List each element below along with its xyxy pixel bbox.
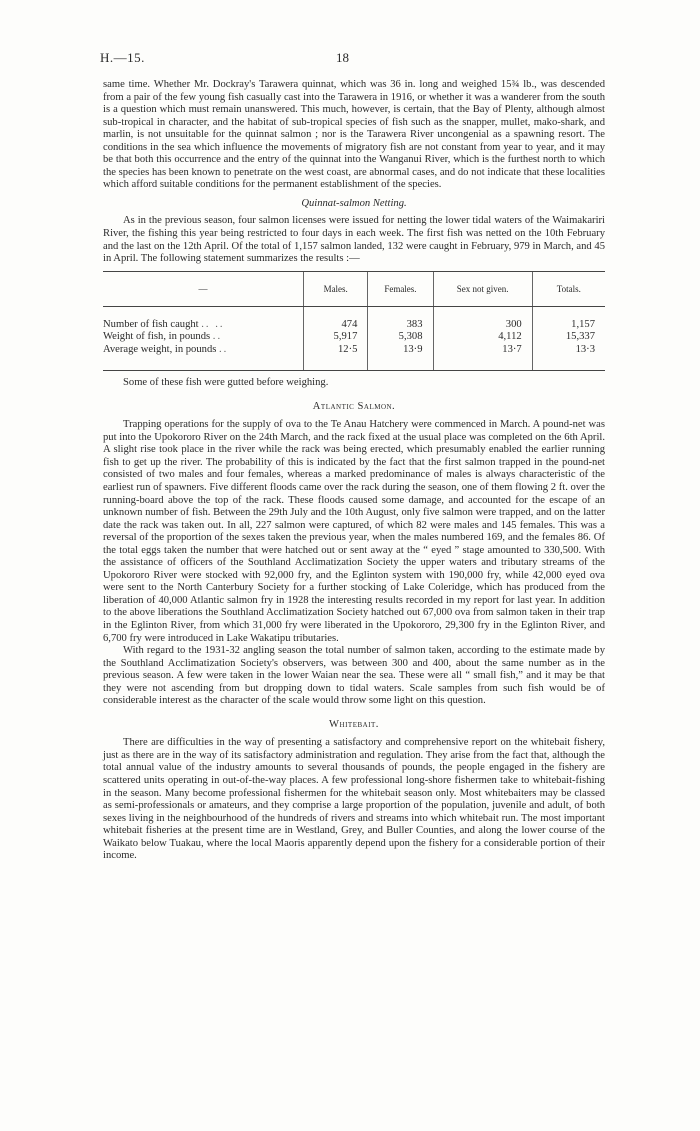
table-spacer-row	[103, 306, 605, 319]
table-row	[103, 344, 605, 371]
page-body	[103, 79, 605, 863]
leader-dots: ..	[212, 331, 223, 343]
atlantic-heading: Atlantic Salmon.	[312, 400, 396, 412]
netting-results-table	[103, 271, 605, 372]
table-row	[103, 331, 605, 344]
leader-dots: .. ..	[201, 318, 225, 330]
header-sex-not-given: Sex not given.	[433, 271, 532, 306]
table-header-row	[103, 271, 605, 306]
header-blank: —	[103, 271, 304, 306]
header-males: Males.	[304, 271, 368, 306]
cell-females: 383	[368, 319, 433, 332]
cell-males: 5,917	[304, 331, 368, 344]
document-id: H.—15.	[100, 50, 145, 65]
netting-heading: Quinnat-salmon Netting.	[301, 197, 407, 209]
cell-males: 474	[304, 319, 368, 332]
netting-paragraph: As in the previous season, four salmon licenses were issued for netting the lower tidal waters of the Waimakariri River, the fishing this year being restricted to four days in each week. The first fish was netted on the 10th February and the last on the 12th April. Of the total of 1,157 salmon landed, 132 were caught in February, 979 in March, and 45 in April. The following statement summarizes the results :—	[103, 215, 605, 265]
cell-females: 5,308	[368, 331, 433, 344]
table-row	[103, 319, 605, 332]
cell-totals: 1,157	[532, 319, 605, 332]
cell-males: 12·5	[304, 344, 368, 371]
cell-sex-not-given: 300	[433, 319, 532, 332]
page-header	[100, 50, 602, 68]
row-label: Weight of fish, in pounds	[103, 331, 211, 343]
row-label: Number of fish caught	[103, 318, 199, 330]
row-label: Average weight, in pounds	[103, 343, 217, 355]
cell-totals: 13·3	[532, 344, 605, 371]
cell-females: 13·9	[368, 344, 433, 371]
atlantic-paragraph-1: Trapping operations for the supply of ova to the Te Anau Hatchery were commenced in March. A pound-net was put into the Upokororo River on the 24th March, and the rack fixed at the usual place was completed on the 6th April. A slight rise took place in the river while the rack was being erected, which presumably enabled the earlier running fish to get up the river. The probability of this is indicated by the fact that the first salmon trapped in the pound-net consisted of two males and four females, whereas a marked predominance of males is always characteristic of the earliest run of spawners. Five different floods came over the rack during the season, one of them flowing 2 ft. over the running-board above the top of the rack. These floods caused some damage, and accounted for the escape of an unknown number of fish. Between the 29th July and the 10th August, only five salmon were trapped, and on the latter date the rack was taken out. In all, 227 salmon were captured, of which 82 were males and 145 females. This was a reversal of the proportion of the sexes taken the previous year, when the males numbered 169, and the females 86. Of the total eggs taken the number that were hatched out or sent away at the “ eyed ” stage amounted to 330,500. With the assistance of officers of the Southland Acclimatization Society the upper waters and tributary streams of the Upokororo River were stocked with 92,000 fry, and the Eglinton system with 190,000 fry, while 42,000 eyed ova were sent to the North Canterbury Society for a further stocking of Lake Coleridge, which has produced from the liberation of 40,000 Atlantic salmon fry in 1928 the interesting results recorded in my report for last year. In addition to the above liberations the Southland Acclimatization Society hatched out 67,000 ova from salmon taken in their trap in the Eglinton River, from which 31,000 fry were liberated in the Upokororo, 29,300 fry in the Eglinton River, and 6,700 fry were introduced in Lake Wakatipu tributaries.	[103, 419, 605, 644]
intro-paragraph: same time. Whether Mr. Dockray's Tarawera quinnat, which was 36 in. long and weighed 15¾ lb., was descended from a pair of the few young fish casually cast into the Tarawera in 1916, or whether it was a wanderer from the south is a question which must remain unanswered. This much, however, is certain, that the Bay of Plenty, although almost sub-tropical in character, and the habitat of sub-tropical species of fish such as the snapper, mullet, mako-shark, and marlin, is not unsuitable for the quinnat salmon ; nor is the Tarawera River uncongenial as a spawning resort. The conditions in the sea which influence the movements of migratory fish are not constant from year to year, and it may be that both this occurrence and the entry of the quinnat into the Wanganui River, which is the furthest north to which the species has been known to penetrate on the west coast, are abnormal cases, and do not indicate that these localities which afford suitable conditions for the permanent establishment of the species.	[103, 79, 605, 191]
whitebait-paragraph: There are difficulties in the way of presenting a satisfactory and comprehensive report on the whitebait fishery, just as there are in the way of its satisfactory administration and regulation. They arise from the fact that, although the total annual value of the industry amounts to several thousands of pounds, the people engaged in the fishery are scattered units operating in out-of-the-way places. A few professional long-shore fishermen take to whitebait-fishing in the season. Many become professional fishermen for the whitebait season only. Most whitebaiters may be classed as semi-professionals or amateurs, and they comprise a large proportion of the population, juvenile and adult, of both sexes living in the neighbourhood of the hundreds of rivers and streams into which whitebait run. The most important whitebait fisheries at the present time are in Westland, Grey, and Buller Counties, and along the lower course of the Waikato below Tuakau, where the local Maoris apparently depend upon the fishery for a considerable portion of their income.	[103, 737, 605, 862]
header-totals: Totals.	[532, 271, 605, 306]
whitebait-heading: Whitebait.	[329, 718, 379, 730]
cell-sex-not-given: 4,112	[433, 331, 532, 344]
table-note: Some of these fish were gutted before weighing.	[123, 377, 329, 389]
atlantic-paragraph-2: With regard to the 1931-32 angling season the total number of salmon taken, according to the estimate made by the Southland Acclimatization Society's observers, was between 300 and 400, about the same number as in the previous season. A few were taken in the lower Waian near the sea. These were all “ small fish,” and it may be that they were not ascending from but dropping down to tidal waters. Scale samples from such fish would be of considerable interest as the character of the scale would throw some light on this question.	[103, 645, 605, 707]
header-females: Females.	[368, 271, 433, 306]
page-number: 18	[336, 50, 349, 65]
cell-totals: 15,337	[532, 331, 605, 344]
leader-dots: ..	[219, 343, 229, 355]
cell-sex-not-given: 13·7	[433, 344, 532, 371]
